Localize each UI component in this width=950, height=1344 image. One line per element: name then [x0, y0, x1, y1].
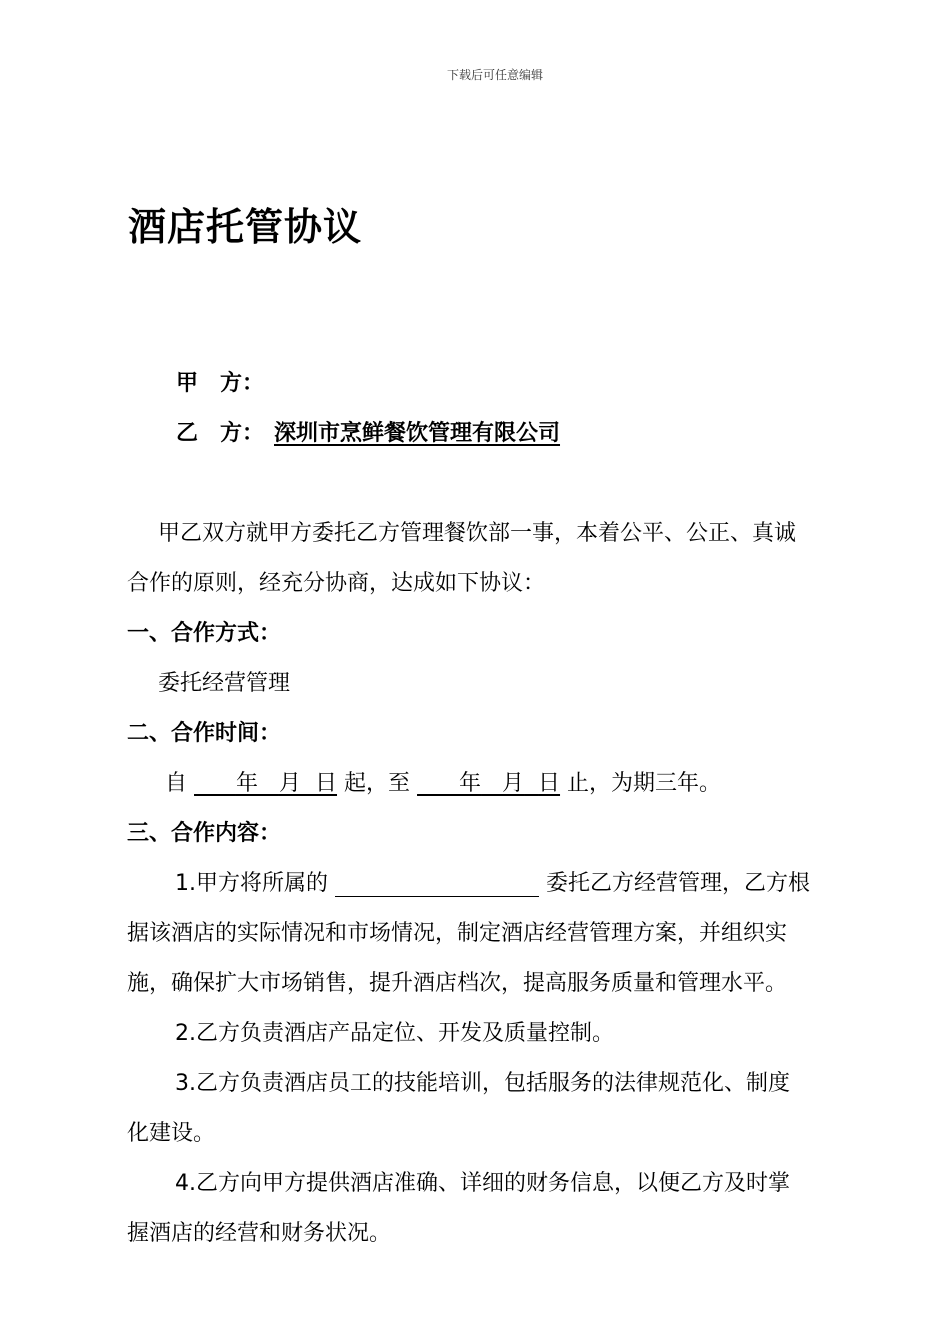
- end-date-blank: [417, 771, 560, 796]
- item-4-line-1: 4.乙方向甲方提供酒店准确、详细的财务信息，以便乙方及时掌: [175, 1171, 790, 1196]
- document-title: 酒店托管协议: [128, 205, 363, 249]
- start-day-label: 日: [315, 771, 338, 796]
- start-year-label: 年: [235, 771, 258, 796]
- period-start-suffix: 起，至: [344, 771, 411, 796]
- intro-line-1: 甲乙双方就甲方委托乙方管理餐饮部一事，本着公平、公正、真诚: [158, 521, 797, 546]
- item-4-line-2: 握酒店的经营和财务状况。: [127, 1221, 392, 1246]
- section-1-body: 委托经营管理: [158, 671, 291, 696]
- item-1-line-1: [175, 866, 810, 897]
- item-1-line-2: 据该酒店的实际情况和市场情况，制定酒店经营管理方案，并组织实: [127, 921, 788, 946]
- end-month-label: 月: [502, 771, 525, 796]
- start-date-blank: [194, 771, 337, 796]
- section-1-heading: 一、合作方式：: [127, 621, 282, 646]
- end-day-label: 日: [538, 771, 561, 796]
- section-3-heading: 三、合作内容：: [127, 821, 282, 846]
- intro-line-2: 合作的原则，经充分协商，达成如下协议：: [127, 571, 546, 596]
- party-b-value: 深圳市烹鲜餐饮管理有限公司: [274, 421, 561, 446]
- period-end-suffix: 止，为期三年。: [567, 771, 722, 796]
- item-2: 2.乙方负责酒店产品定位、开发及质量控制。: [175, 1021, 614, 1046]
- item-1-prefix: 1.甲方将所属的: [175, 871, 328, 896]
- header-note: 下载后可任意编辑: [446, 68, 543, 82]
- party-a-label: 甲 方：: [176, 371, 265, 396]
- hotel-name-blank: [335, 870, 539, 897]
- end-year-label: 年: [459, 771, 482, 796]
- item-1-line-3: 施，确保扩大市场销售，提升酒店档次，提高服务质量和管理水平。: [127, 971, 788, 996]
- period-from-label: 自: [165, 771, 188, 796]
- cooperation-period: [165, 766, 721, 797]
- item-1-suffix: 委托乙方经营管理，乙方根: [546, 871, 811, 896]
- party-a: [176, 366, 274, 397]
- party-b: [176, 416, 560, 447]
- item-3-line-1: 3.乙方负责酒店员工的技能培训，包括服务的法律规范化、制度: [175, 1071, 790, 1096]
- item-3-line-2: 化建设。: [127, 1121, 216, 1146]
- start-month-label: 月: [278, 771, 301, 796]
- party-b-label: 乙 方：: [176, 421, 265, 446]
- section-2-heading: 二、合作时间：: [127, 721, 282, 746]
